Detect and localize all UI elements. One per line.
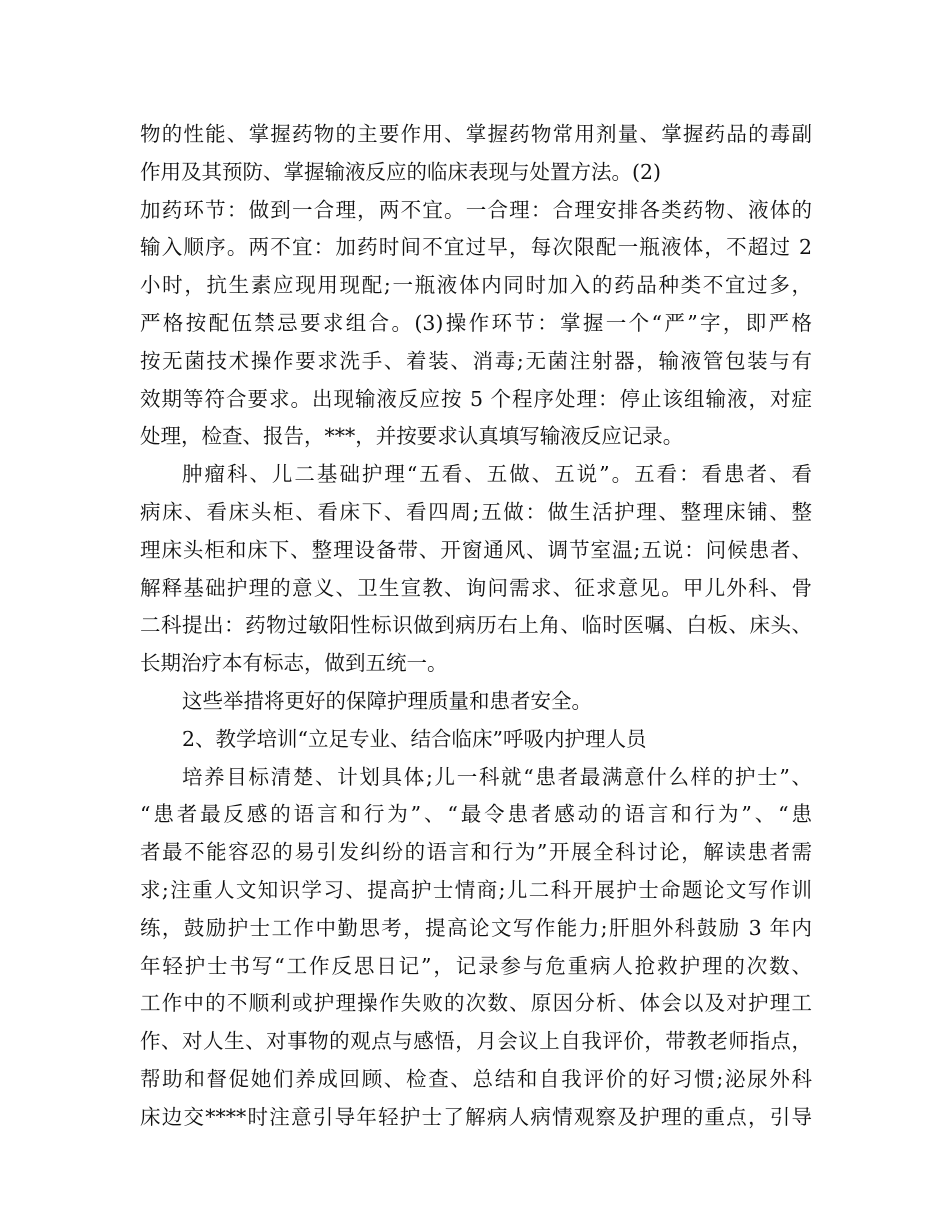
text-line: 处理，检查、报告，***，并按要求认真填写输液反应记录。 bbox=[140, 424, 684, 449]
text-line: 理床头柜和床下、整理设备带、开窗通风、调节室温;五说：问候患者、 bbox=[140, 537, 812, 562]
text-line: 练，鼓励护士工作中勤思考，提高论文写作能力;肝胆外科鼓励 3 年内 bbox=[140, 915, 812, 940]
text-line: 培养目标清楚、计划具体;儿一科就“患者最满意什么样的护士”、 bbox=[182, 764, 812, 789]
text-line: 效期等符合要求。出现输液反应按 5 个程序处理：停止该组输液，对症 bbox=[140, 386, 812, 411]
text-line: “患者最反感的语言和行为”、“最令患者感动的语言和行为”、“患 bbox=[140, 802, 812, 827]
text-line: 年轻护士书写“工作反思日记”，记录参与危重病人抢救护理的次数、 bbox=[140, 953, 812, 978]
text-line: 作、对人生、对事物的观点与感悟，月会议上自我评价，带教老师指点， bbox=[140, 1029, 812, 1054]
text-line: 长期治疗本有标志，做到五统一。 bbox=[140, 651, 448, 676]
text-line: 作用及其预防、掌握输液反应的临床表现与处置方法。(2) bbox=[140, 159, 662, 184]
text-line: 物的性能、掌握药物的主要作用、掌握药物常用剂量、掌握药品的毒副 bbox=[140, 122, 812, 146]
text-line: 这些举措将更好的保障护理质量和患者安全。 bbox=[182, 688, 592, 713]
text-line: 床边交****时注意引导年轻护士了解病人病情观察及护理的重点，引导 bbox=[140, 1104, 812, 1129]
text-line: 解释基础护理的意义、卫生宣教、询问需求、征求意见。甲儿外科、骨 bbox=[140, 575, 812, 600]
text-line: 加药环节：做到一合理，两不宜。一合理：合理安排各类药物、液体的 bbox=[140, 197, 812, 222]
text-line: 2、教学培训“立足专业、结合临床”呼吸内护理人员 bbox=[182, 726, 647, 751]
text-line: 按无菌技术操作要求洗手、着装、消毒;无菌注射器，输液管包装与有 bbox=[140, 348, 812, 373]
text-line: 肿瘤科、儿二基础护理“五看、五做、五说”。五看：看患者、看 bbox=[182, 462, 812, 487]
text-line: 小时，抗生素应现用现配;一瓶液体内同时加入的药品种类不宜过多， bbox=[140, 273, 812, 298]
text-line: 帮助和督促她们养成回顾、检查、总结和自我评价的好习惯;泌尿外科 bbox=[140, 1066, 812, 1091]
text-line: 输入顺序。两不宜：加药时间不宜过早，每次限配一瓶液体，不超过 2 bbox=[140, 235, 812, 260]
text-line: 工作中的不顺利或护理操作失败的次数、原因分析、体会以及对护理工 bbox=[140, 991, 812, 1016]
document-page bbox=[140, 116, 812, 1137]
text-line: 严格按配伍禁忌要求组合。(3)操作环节：掌握一个“严”字，即严格 bbox=[140, 310, 812, 335]
text-line: 二科提出：药物过敏阳性标识做到病历右上角、临时医嘱、白板、床头、 bbox=[140, 613, 812, 638]
text-line: 求;注重人文知识学习、提高护士情商;儿二科开展护士命题论文写作训 bbox=[140, 877, 812, 902]
text-line: 病床、看床头柜、看床下、看四周;五做：做生活护理、整理床铺、整 bbox=[140, 499, 812, 524]
text-line: 者最不能容忍的易引发纠纷的语言和行为”开展全科讨论，解读患者需 bbox=[140, 840, 812, 865]
